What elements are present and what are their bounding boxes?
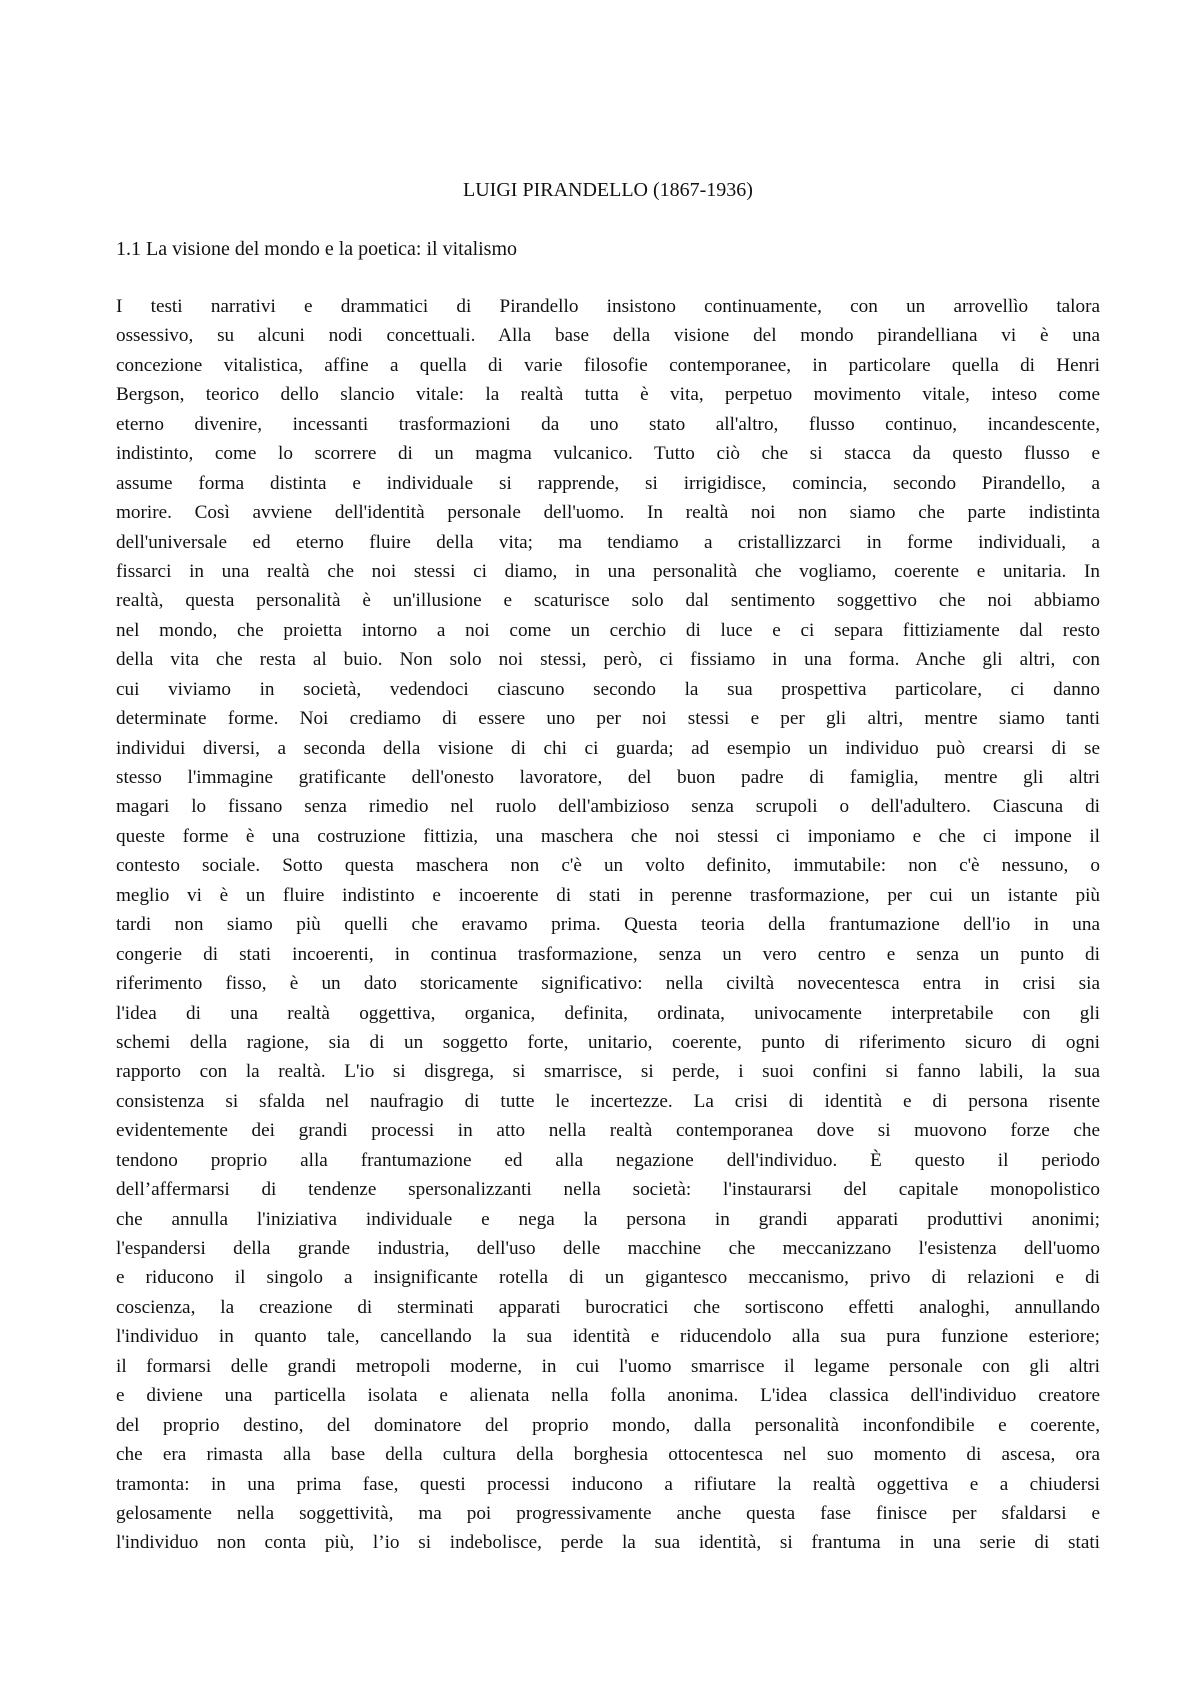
body-text-line: fissarci in una realtà che noi stessi ci diamo, in una personalità che vogliamo, coerente e unitaria. In [116, 560, 1100, 582]
body-text-line: l'espandersi della grande industria, dell'uso delle macchine che meccanizzano l'esistenza dell'uomo [116, 1238, 1100, 1259]
body-text-line: l'individuo non conta più, l’io si indebolisce, perde la sua identità, si frantuma in una serie di stati [116, 1532, 1100, 1554]
body-text-line: tramonta: in una prima fase, questi processi inducono a rifiutare la realtà oggettiva e a chiudersi [116, 1473, 1100, 1495]
body-text-line: morire. Così avviene dell'identità personale dell'uomo. In realtà noi non siamo che parte indistinta [116, 502, 1100, 524]
body-text-line: rapporto con la realtà. L'io si disgrega, si smarrisce, si perde, i suoi confini si fanno labili, la sua [116, 1061, 1100, 1083]
body-text-line: il formarsi delle grandi metropoli moderne, in cui l'uomo smarrisce il legame personale con gli altri [116, 1355, 1100, 1377]
body-text-line: riferimento fisso, è un dato storicamente significativo: nella civiltà novecentesca entra in crisi sia [116, 973, 1100, 995]
body-text-line: l'individuo in quanto tale, cancellando la sua identità e riducendolo alla sua pura funzione esteriore; [116, 1326, 1100, 1348]
body-text-line: e diviene una particella isolata e alienata nella folla anonima. L'idea classica dell'individuo creatore [116, 1385, 1100, 1407]
body-text-line: I testi narrativi e drammatici di Pirandello insistono continuamente, con un arrovellìo talora [116, 296, 1100, 317]
body-text-line: gelosamente nella soggettività, ma poi progressivamente anche questa fase finisce per sfaldarsi e [116, 1502, 1100, 1524]
body-text-line: e riducono il singolo a insignificante rotella di un gigantesco meccanismo, privo di relazioni e di [116, 1267, 1100, 1289]
body-text-line: determinate forme. Noi crediamo di essere uno per noi stessi e per gli altri, mentre siamo tanti [116, 708, 1100, 730]
body-text-line: tendono proprio alla frantumazione ed alla negazione dell'individuo. È questo il periodo [116, 1149, 1100, 1171]
body-text-line: l'idea di una realtà oggettiva, organica, definita, ordinata, univocamente interpretabile con gli [116, 1002, 1100, 1024]
body-paragraph [116, 292, 1100, 1558]
body-text-line: cui viviamo in società, vedendoci ciascuno secondo la sua prospettiva particolare, ci danno [116, 678, 1100, 700]
body-text-line: magari lo fissano senza rimedio nel ruolo dell'ambizioso senza scrupoli o dell'adultero. Ciascuna di [116, 796, 1100, 818]
body-text-line: schemi della ragione, sia di un soggetto forte, unitario, coerente, punto di riferimento sicuro di ogni [116, 1031, 1100, 1053]
body-text-line: indistinto, come lo scorrere di un magma vulcanico. Tutto ciò che si stacca da questo flusso e [116, 443, 1100, 465]
body-text-line: evidentemente dei grandi processi in atto nella realtà contemporanea dove si muovono forze che [116, 1120, 1100, 1142]
body-text-line: dell'universale ed eterno fluire della vita; ma tendiamo a cristallizzarci in forme individuali, a [116, 531, 1100, 553]
body-text-line: contesto sociale. Sotto questa maschera non c'è un volto definito, immutabile: non c'è nessuno, o [116, 855, 1100, 877]
body-text-line: del proprio destino, del dominatore del proprio mondo, dalla personalità inconfondibile e coerente, [116, 1414, 1100, 1436]
body-text-line: Bergson, teorico dello slancio vitale: la realtà tutta è vita, perpetuo movimento vitale, inteso come [116, 384, 1100, 406]
body-text-line: concezione vitalistica, affine a quella di varie filosofie contemporanee, in particolare quella di Henri [116, 354, 1100, 376]
body-text-line: che era rimasta alla base della cultura della borghesia ottocentesca nel suo momento di ascesa, ora [116, 1444, 1100, 1466]
section-heading: 1.1 La visione del mondo e la poetica: il vitalismo [116, 238, 518, 260]
body-text-line: stesso l'immagine gratificante dell'onesto lavoratore, del buon padre di famiglia, mentre gli altri [116, 767, 1100, 788]
body-text-line: dell’affermarsi di tendenze spersonalizzanti nella società: l'instaurarsi del capitale monopolistico [116, 1179, 1100, 1201]
body-text-line: eterno divenire, incessanti trasformazioni da uno stato all'altro, flusso continuo, incandescente, [116, 413, 1100, 435]
body-text-line: della vita che resta al buio. Non solo noi stessi, però, ci fissiamo in una forma. Anche gli altri, con [116, 649, 1100, 671]
body-text-line: queste forme è una costruzione fittizia, una maschera che noi stessi ci imponiamo e che ci impone il [116, 825, 1100, 847]
body-text-line: congerie di stati incoerenti, in continua trasformazione, senza un vero centro e senza un punto di [116, 943, 1100, 965]
body-text-line: coscienza, la creazione di sterminati apparati burocratici che sortiscono effetti analoghi, annullando [116, 1296, 1100, 1318]
body-text-line: consistenza si sfalda nel naufragio di tutte le incertezze. La crisi di identità e di persona risente [116, 1090, 1100, 1112]
body-text-line: meglio vi è un fluire indistinto e incoerente di stati in perenne trasformazione, per cui un istante più [116, 884, 1100, 906]
body-text-line: individui diversi, a seconda della visione di chi ci guarda; ad esempio un individuo può crearsi di se [116, 737, 1100, 759]
body-text-line: che annulla l'iniziativa individuale e nega la persona in grandi apparati produttivi anonimi; [116, 1208, 1100, 1230]
body-text-line: realtà, questa personalità è un'illusione e scaturisce solo dal sentimento soggettivo che noi abbiamo [116, 590, 1100, 612]
body-text-line: tardi non siamo più quelli che eravamo prima. Questa teoria della frantumazione dell'io in una [116, 914, 1100, 936]
body-text-line: nel mondo, che proietta intorno a noi come un cerchio di luce e ci separa fittiziamente dal resto [116, 619, 1100, 641]
body-text-line: assume forma distinta e individuale si rapprende, si irrigidisce, comincia, secondo Pirandello, a [116, 472, 1100, 494]
document-title: LUIGI PIRANDELLO (1867-1936) [463, 179, 753, 201]
body-text-line: ossessivo, su alcuni nodi concettuali. Alla base della visione del mondo pirandelliana vi è una [116, 325, 1100, 347]
